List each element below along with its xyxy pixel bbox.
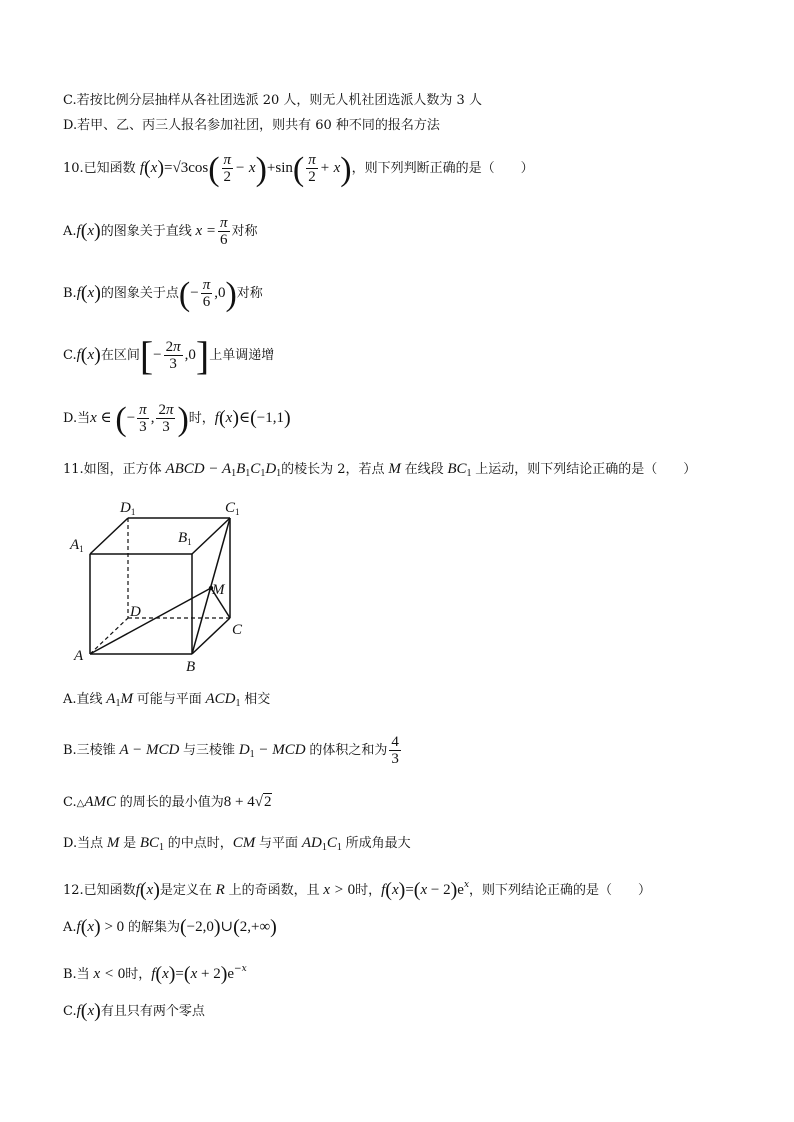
q10-option-d: D.当x ∈ (− $\frac{\pi}{3}$ , $\frac{2\pi}{3}$ )时，f(x)∈(−1,1) — [63, 401, 291, 438]
edge-a1d1 — [90, 518, 128, 554]
q9-option-c: C.若按比例分层抽样从各社团选派 20 人，则无人机社团选派人数为 3 人 — [63, 93, 482, 108]
label-c1: $C_1$ — [225, 500, 240, 517]
q12-stem: 12.已知函数f(x)是定义在 R 上的奇函数，且 x > 0时，$f(x)=(x - 2)e^x$，则下列结论正确的是（ ） — [63, 879, 652, 901]
label-d1: $D_1$ — [120, 500, 136, 517]
q12-option-a: A.f(x) > 0 的解集为(−2,0)∪(2,+∞) — [63, 916, 277, 938]
q10-option-b: B.f(x)的图象关于点(− $\frac{\pi}{6}$ ,0)对称 — [63, 276, 263, 313]
q11-option-d: D.当点 M 是 $BC_1$ 的中点时，CM 与平面 $AD_1C_1$ 所成角最大 — [63, 835, 411, 853]
label-b1: $B_1$ — [178, 530, 192, 547]
label-b: B — [186, 659, 196, 674]
q11-option-a: A.直线 $A_1M$ 可能与平面 $ACD_1$ 相交 — [63, 691, 271, 709]
segment-am — [90, 588, 211, 654]
cube-figure — [60, 494, 260, 674]
q12-option-c: C.f(x)有且只有两个零点 — [63, 1000, 205, 1022]
label-a1: $A_1$ — [70, 537, 84, 554]
label-m: M — [212, 582, 225, 598]
q11-option-c: C.△AMC 的周长的最小值为8 + 4√2 — [63, 794, 272, 810]
q10-option-a: A.f(x)的图象关于直线 x = $\frac{\pi}{6}$ 对称 — [63, 214, 258, 248]
q10-stem: 10.已知函数 f(x)=√3cos( $\frac{\pi}{2}$ − x)+sin( $\frac{\pi}{2}$ + x)，则下列判断正确的是（ ） — [63, 151, 534, 188]
label-d: D — [130, 604, 141, 620]
q11-stem: 11.如图，正方体 ABCD − $A_1B_1C_1D_1$的棱长为 2，若点 M 在线段 $BC_1$ 上运动，则下列结论正确的是（ ） — [63, 461, 697, 479]
q9-option-d: D.若甲、乙、丙三人报名参加社团，则共有 60 种不同的报名方法 — [63, 118, 440, 133]
q10-option-c: C.f(x)在区间[− $\frac{2\pi}{3}$ ,0]上单调递增 — [63, 333, 275, 378]
q12-option-b: B.当 x < 0时，$f(x)=(x + 2)e^{-x}$ — [63, 963, 247, 985]
label-c: C — [232, 622, 243, 638]
q11-option-b: B.三棱锥 A − MCD 与三棱锥 $D_1$ − MCD 的体积之和为 $\frac{4}{3}$ — [63, 733, 399, 767]
label-a: A — [74, 648, 84, 664]
